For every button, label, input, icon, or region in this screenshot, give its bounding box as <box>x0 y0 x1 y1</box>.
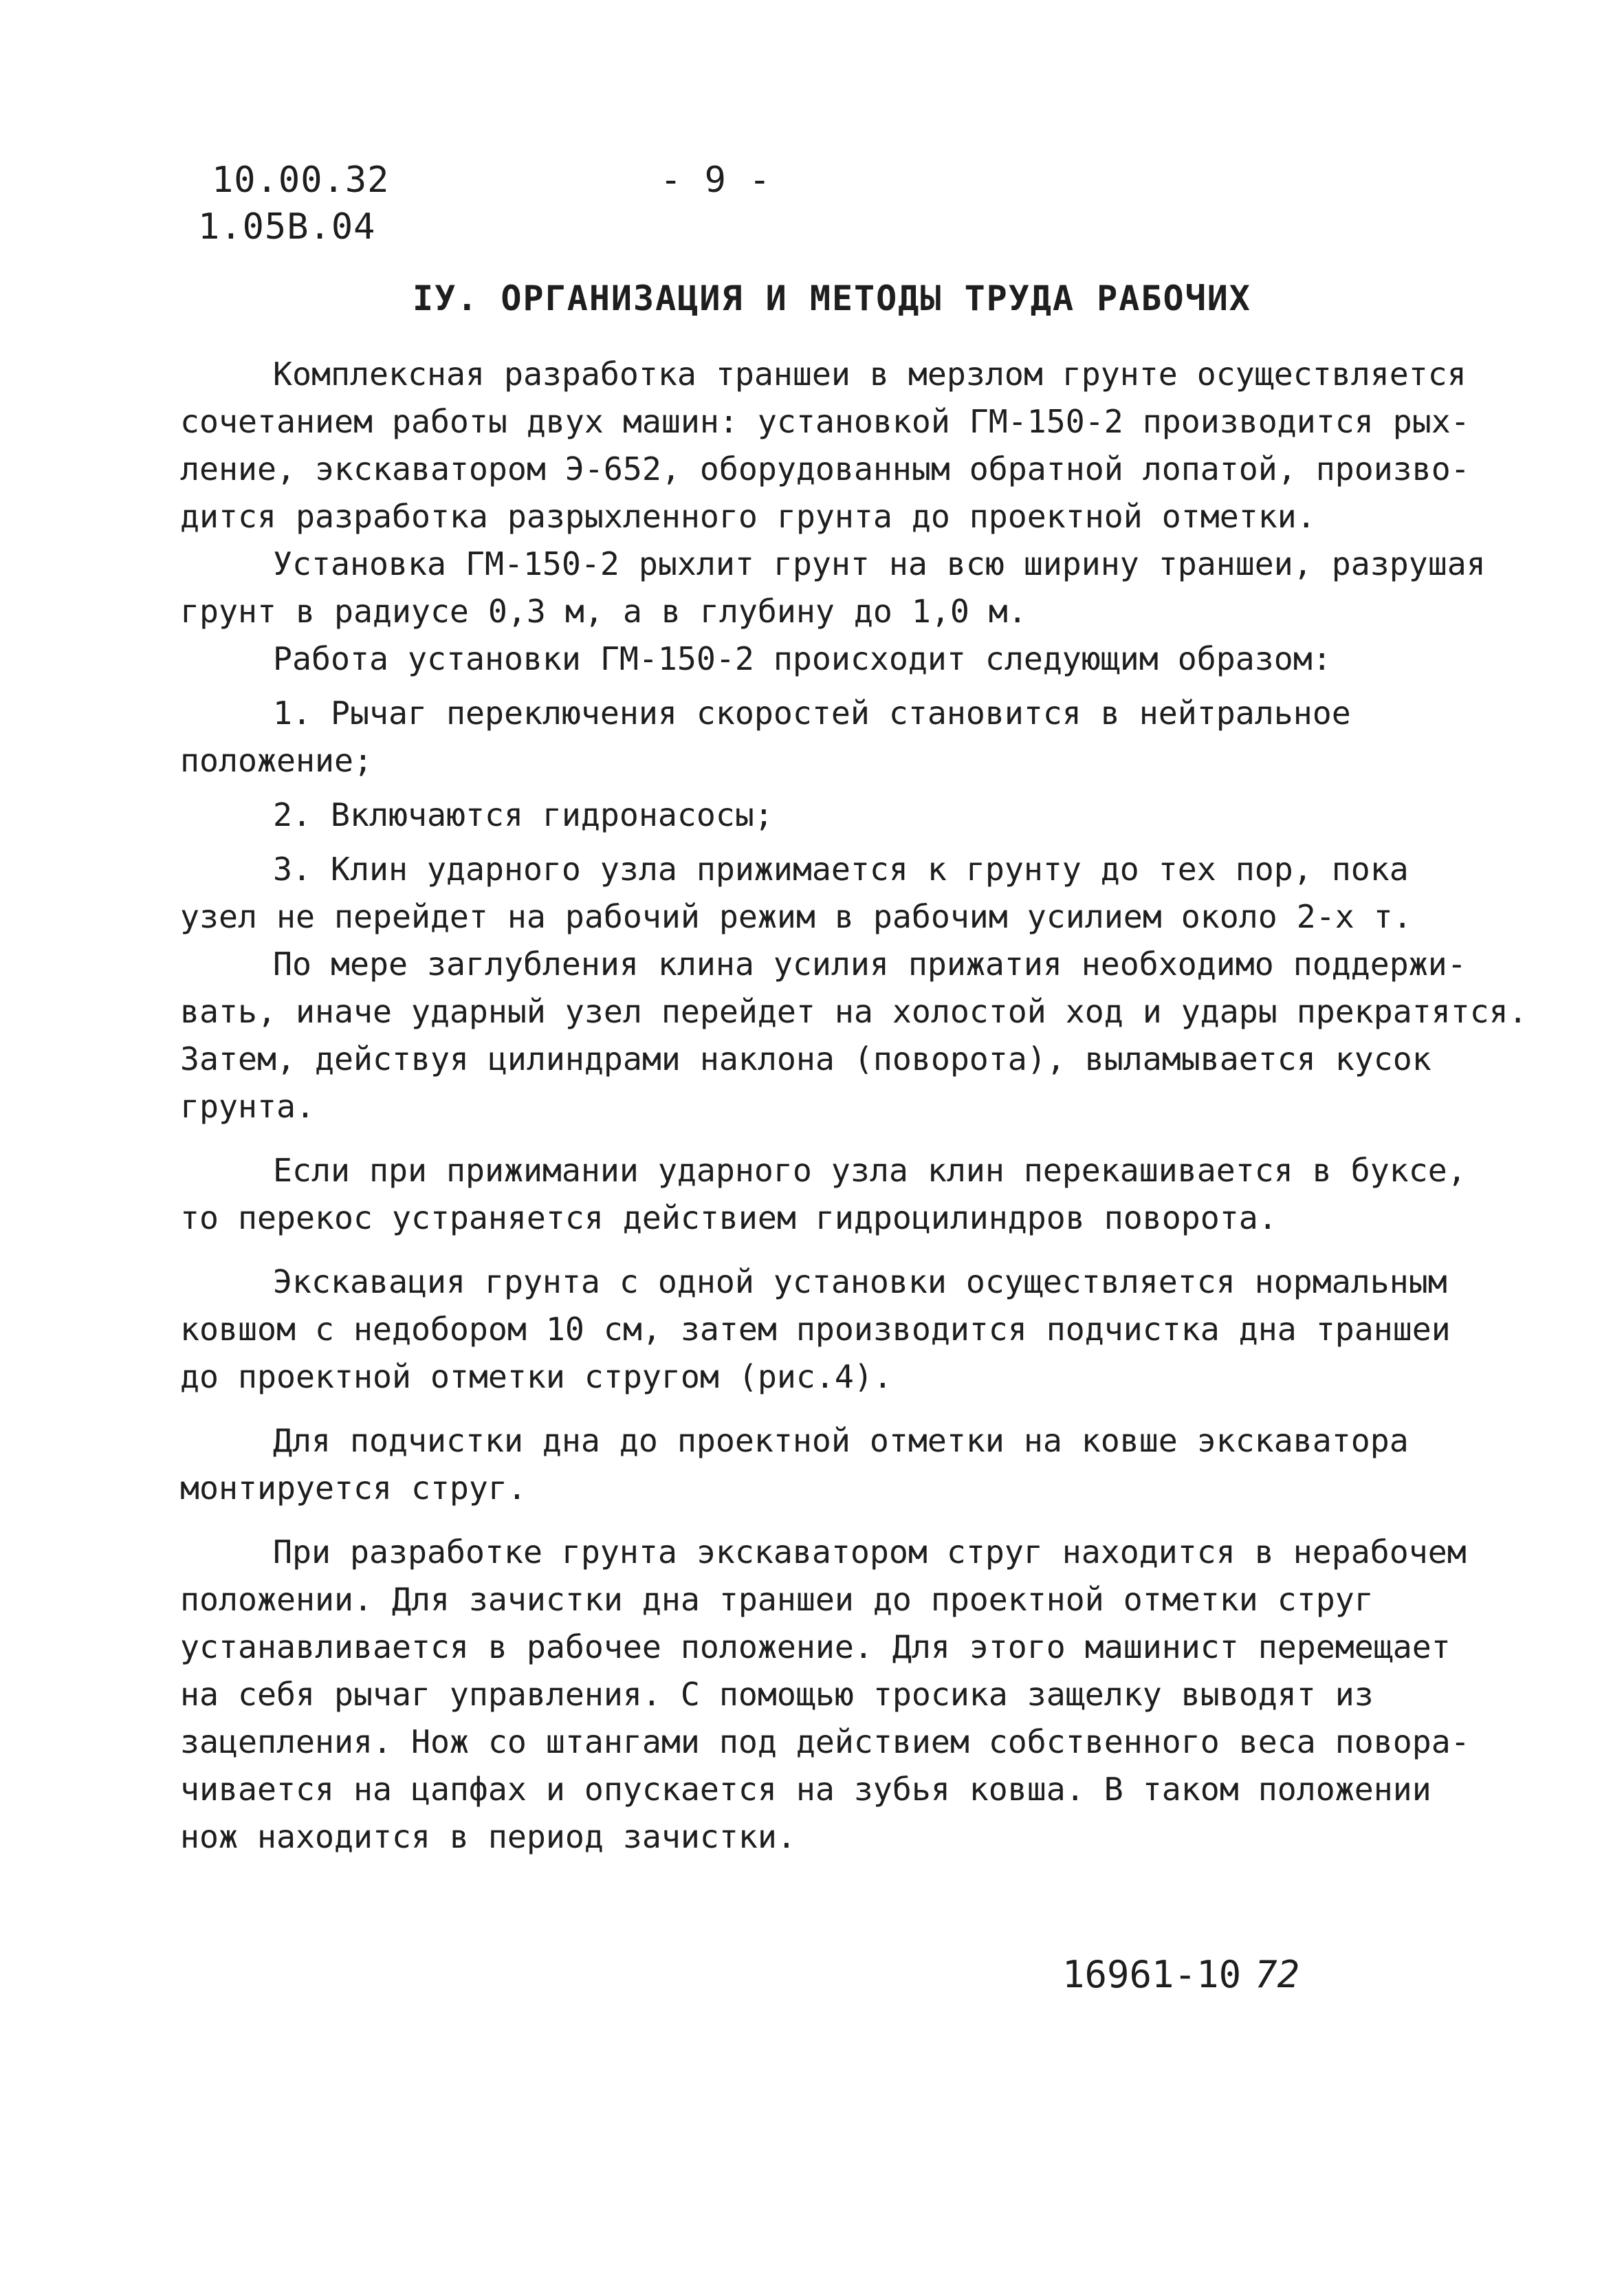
text-line: Затем, действуя цилиндрами наклона (поворота), выламывается кусок <box>180 1040 1431 1078</box>
text-line: нож находится в период зачистки. <box>180 1818 796 1855</box>
text-line: грунта. <box>180 1088 315 1125</box>
footer-code: 16961-10 <box>1062 1953 1242 1996</box>
text-line: Экскавация грунта с одной установки осуществляется нормальным <box>273 1263 1447 1300</box>
text-line: положении. Для зачистки дна траншеи до проектной отметки струг <box>180 1581 1374 1618</box>
list-item-1: 1. Рычаг переключения скоростей становится в нейтральное <box>273 695 1351 732</box>
text-line: Работа установки ГМ-150-2 происходит следующим образом: <box>273 640 1332 677</box>
text-line: дится разработка разрыхленного грунта до проектной отметки. <box>180 498 1316 535</box>
text-line: Если при прижимании ударного узла клин перекашивается в буксе, <box>273 1152 1467 1189</box>
text-line: на себя рычаг управления. С помощью тросика защелку выводят из <box>180 1676 1374 1713</box>
section-title: IУ. ОРГАНИЗАЦИЯ И МЕТОДЫ ТРУДА РАБОЧИХ <box>413 278 1251 318</box>
text-line: ление, экскаватором Э-652, оборудованным обратной лопатой, произво- <box>180 450 1470 488</box>
document-code-top: 10.00.32 <box>212 160 390 201</box>
text-line: положение; <box>180 742 373 779</box>
page-number: - 9 - <box>660 160 771 201</box>
text-line: ковшом с недобором 10 см, затем производится подчистка дна траншеи <box>180 1311 1451 1348</box>
text-line: монтируется струг. <box>180 1469 527 1507</box>
text-line: Комплексная разработка траншеи в мерзлом грунте осуществляется <box>273 356 1467 393</box>
document-body <box>180 351 1528 1861</box>
text-line: вать, иначе ударный узел перейдет на холостой ход и удары прекратятся. <box>180 993 1528 1030</box>
text-line: то перекос устраняется действием гидроцилиндров поворота. <box>180 1199 1277 1236</box>
text-line: При разработке грунта экскаватором струг находится в нерабочем <box>273 1533 1467 1571</box>
text-line: узел не перейдет на рабочий режим в рабочим усилием около 2-х т. <box>180 898 1412 935</box>
text-line: Установка ГМ-150-2 рыхлит грунт на всю ширину траншеи, разрушая <box>273 545 1486 582</box>
text-line: Для подчистки дна до проектной отметки на ковше экскаватора <box>273 1422 1409 1459</box>
text-line: устанавливается в рабочее положение. Для этого машинист перемещает <box>180 1628 1451 1665</box>
text-line: до проектной отметки стругом (рис.4). <box>180 1358 892 1395</box>
list-item-2: 2. Включаются гидронасосы; <box>273 796 773 833</box>
list-item-3: 3. Клин ударного узла прижимается к грунту до тех пор, пока <box>273 851 1409 888</box>
text-line: чивается на цапфах и опускается на зубья ковша. В таком положении <box>180 1771 1431 1808</box>
text-line: грунт в радиусе 0,3 м, а в глубину до 1,0 м. <box>180 593 1027 630</box>
text-line: зацепления. Нож со штангами под действием собственного веса повора- <box>180 1723 1470 1760</box>
text-line: По мере заглубления клина усилия прижатия необходимо поддержи- <box>273 945 1467 983</box>
footer <box>1062 1953 1299 1996</box>
footer-page-number: 72 <box>1255 1953 1300 1996</box>
text-line: сочетанием работы двух машин: установкой ГМ-150-2 производится рых- <box>180 403 1470 440</box>
document-code-bottom: 1.05В.04 <box>198 206 376 248</box>
